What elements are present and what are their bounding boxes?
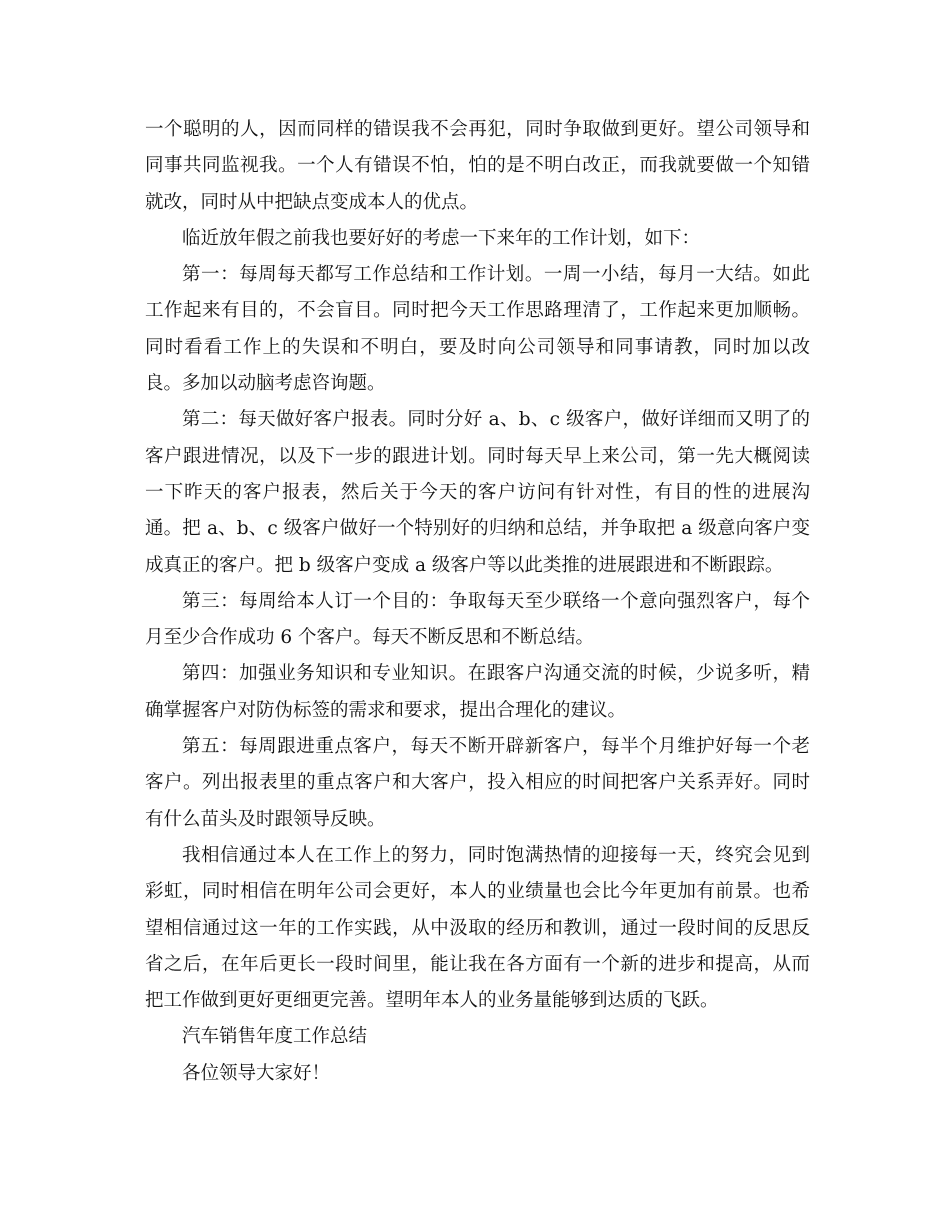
- paragraph-plan-intro: 临近放年假之前我也要好好的考虑一下来年的工作计划，如下：: [182, 227, 701, 249]
- paragraph-plan-item-1: 第一：每周每天都写工作总结和工作计划。一周一小结，每月一大结。如此工作起来有目的，不会盲目。同时把今天工作思路理清了，工作起来更加顺畅。同时看看工作上的失误和不明白，要及时向公司领导和同事请教，同时加以改良。多加以动脑考虑咨询题。: [145, 264, 810, 395]
- paragraph-conclusion: 我相信通过本人在工作上的努力，同时饱满热情的迎接每一天，终究会见到彩虹，同时相信在明年公司会更好，本人的业绩量也会比今年更加有前景。也希望相信通过这一年的工作实践，从中汲取的经历和教训，通过一段时间的反思反省之后，在年后更长一段时间里，能让我在各方面有一个新的进步和提高，从而把工作做到更好更细更完善。望明年本人的业务量能够到达质的飞跃。: [145, 844, 810, 1012]
- paragraph-continuation: 一个聪明的人，因而同样的错误我不会再犯，同时争取做到更好。望公司领导和同事共同监视我。一个人有错误不怕，怕的是不明白改正，而我就要做一个知错就改，同时从中把缺点变成本人的优点。: [145, 119, 810, 213]
- document-body: [145, 112, 810, 1092]
- section-heading: 汽车销售年度工作总结: [182, 1026, 368, 1048]
- paragraph-greeting: 各位领导大家好！: [182, 1062, 331, 1084]
- paragraph-plan-item-2: 第二：每天做好客户报表。同时分好 a、b、c 级客户，做好详细而又明了的客户跟进情况，以及下一步的跟进计划。同时每天早上来公司，第一先大概阅读一下昨天的客户报表，然后关于今天的客户访问有针对性，有目的性的进展沟通。把 a、b、c 级客户做好一个特别好的归纳和总结，并争取把 a 级意向客户变成真正的客户。把 b 级客户变成 a 级客户等以此类推的进展跟进和不断跟踪。: [145, 409, 810, 576]
- paragraph-plan-item-3: 第三：每周给本人订一个目的：争取每天至少联络一个意向强烈客户，每个月至少合作成功 6 个客户。每天不断反思和不断总结。: [145, 590, 810, 649]
- paragraph-plan-item-4: 第四：加强业务知识和专业知识。在跟客户沟通交流的时候，少说多听，精确掌握客户对防伪标签的需求和要求，提出合理化的建议。: [145, 663, 810, 721]
- paragraph-plan-item-5: 第五：每周跟进重点客户，每天不断开辟新客户，每半个月维护好每一个老客户。列出报表里的重点客户和大客户，投入相应的时间把客户关系弄好。同时有什么苗头及时跟领导反映。: [145, 736, 810, 830]
